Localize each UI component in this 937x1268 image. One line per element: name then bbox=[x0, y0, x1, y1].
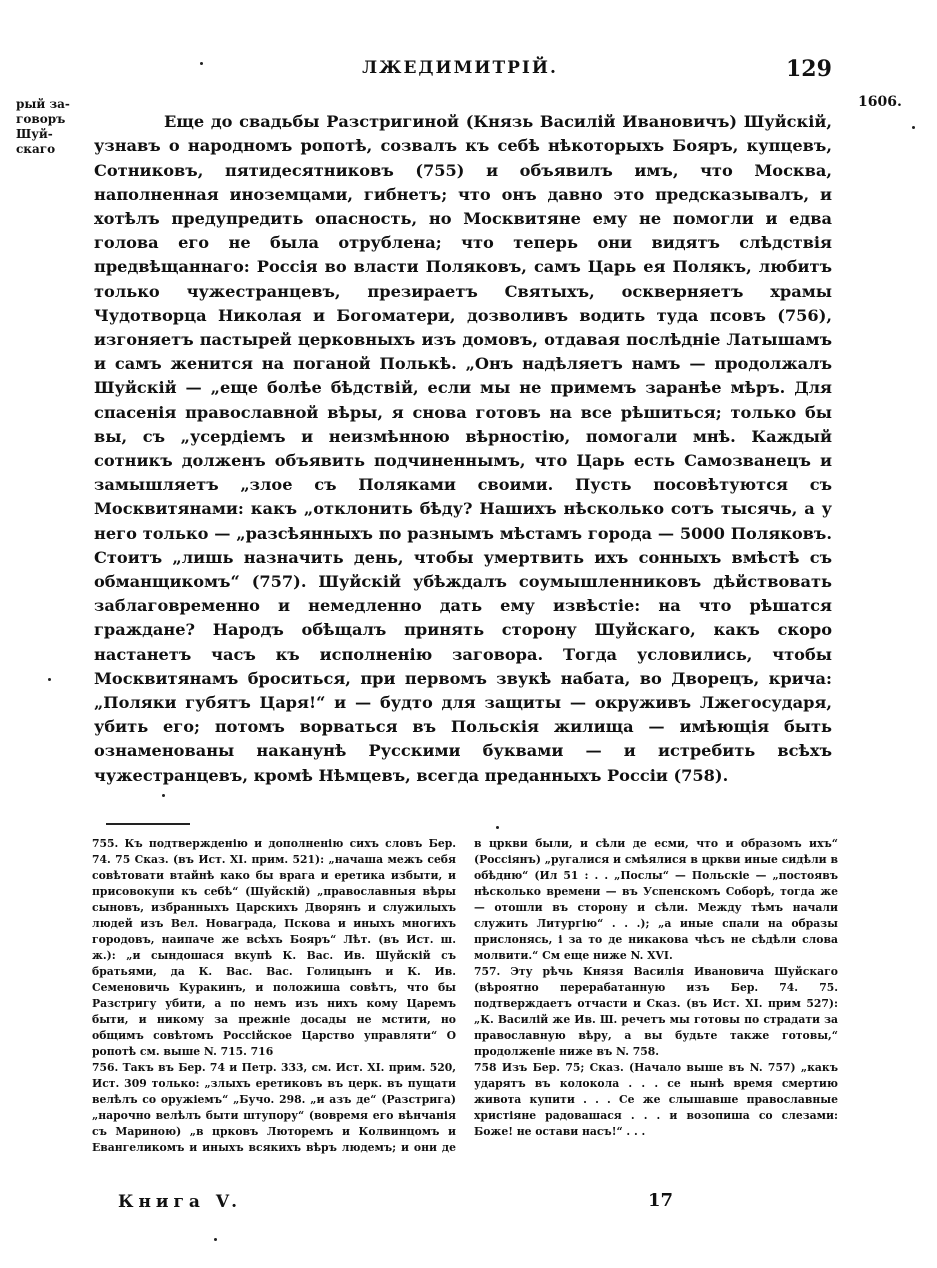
footnote-separator bbox=[106, 823, 190, 825]
running-head: ЛЖЕДИМИТРІЙ. bbox=[362, 58, 558, 78]
print-speck bbox=[214, 1238, 217, 1241]
signature-number: 17 bbox=[648, 1190, 674, 1211]
footnotes bbox=[92, 836, 838, 1186]
page-number: 129 bbox=[786, 56, 832, 82]
print-speck bbox=[162, 794, 165, 797]
print-speck bbox=[48, 678, 51, 681]
year-marginal-note: 1606. bbox=[858, 94, 902, 110]
footnote-755: 755. Къ подтвержденію и дополненію сихъ словъ Бер. 74. 75 Сказ. (въ Ист. XI. прим. 521): „начаша межъ себя совѣтовати втайнѣ како бы врага и еретика избыти, и присовокупи къ себѣ“ (Шуйскій) „православныя вѣры сыновъ, избранныхъ Царскихъ Дворянъ и служилыхъ людей изъ Вел. Новаграда, Пскова и иныхъ многихъ городовъ, наипаче же всѣхъ Бояръ“ Лѣт. (въ Ист. ш. ж.): „и сындошася вкупѣ К. Вас. Ив. Шуйскій съ братьями, да К. Вас. Вас. Голицынъ и К. Ив. Семеновичь Куракинъ, и положиша совѣтъ, что бы Разстригу убити, а по немъ изъ нихъ кому Царемъ быти, и никому за прежніе досады не мстити, но общимъ совѣтомъ Россійское Царство управляти“ О ропотѣ см. выше N. 715. 716 bbox=[92, 837, 456, 1058]
main-paragraph: Еще до свадьбы Разстригиной (Князь Василій Ивановичъ) Шуйскій, узнавъ о народномъ ропотѣ, созвалъ къ себѣ нѣкоторыхъ Бояръ, купцевъ, Сотниковъ, пятидесятниковъ (755) и объявилъ имъ, что Москва, наполненная иноземцами, гибнетъ; что онъ давно это предсказывалъ, и хотѣлъ предупредить опасность, но Москвитяне ему не помогли и едва голова его не была отрублена; что теперь они видятъ слѣдствія предвѣщаннаго: Россія во власти Поляковъ, самъ Царь ея Полякъ, любитъ только чужестранцевъ, презираетъ Святыхъ, оскверняетъ храмы Чудотворца Николая и Богоматери, дозволивъ водить туда псовъ (756), изгоняетъ пастырей церковныхъ изъ домовъ, отдавая послѣдніе Латышамъ и самъ женится на поганой Полькѣ. „Онъ надѣляетъ намъ — продолжалъ Шуйскій — „еще болѣе бѣдствій, если мы не примемъ заранѣе мѣръ. Для спасенія православной вѣры, я снова готовъ на все рѣшиться; только бы вы, съ „усердіемъ и неизмѣнною вѣрностію, помогали мнѣ. Каждый сотникъ долженъ объявить подчиненнымъ, что Царь есть Самозванецъ и замышляетъ „злое съ Поляками своими. Пусть посовѣтуются съ Москвитянами: какъ „отклонить бѣду? Нашихъ нѣсколько сотъ тысячь, а у него только — „разсѣянныхъ по разнымъ мѣстамъ города — 5000 Поляковъ. Стоитъ „лишь назначить день, чтобы умертвить ихъ сонныхъ вмѣстѣ съ обманщикомъ“ (757). Шуйскій убѣждалъ соумышленниковъ дѣйствовать заблаговременно и немедленно дать ему извѣстіе: на что рѣшатся граждане? Народъ обѣщалъ принять сторону Шуйскаго, какъ скоро настанетъ часъ къ исполненію заговора. Тогда условились, чтобы Москвитянамъ броситься, при первомъ звукѣ набата, во Дворецъ, крича: „Поляки губятъ Царя!“ и — будто для защиты — окруживъ Лжегосударя, убить его; потомъ ворваться въ Польскія жилища — имѣющія быть ознаменованы наканунѣ Русскими буквами — и истребить всѣхъ чужестранцевъ, кромѣ Нѣмцевъ, всегда преданныхъ Россіи (758). bbox=[94, 112, 832, 785]
print-speck bbox=[912, 126, 915, 129]
print-speck bbox=[496, 826, 499, 829]
signature-mark: Книга V. bbox=[118, 1192, 243, 1212]
footnote-758: 758 Изъ Бер. 75; Сказ. (Начало выше въ N. 757) „какъ ударятъ въ колокола . . . се нынѣ время смертию живота купити . . . Се же слышавше православные христіяне радовашася . . . и возопиша со слезами: Боже! не остави насъ!“ . . . bbox=[474, 1061, 838, 1138]
footnote-756: 756. Такъ въ Бер. 74 и Петр. 333, см. Ист. XI. прим. 520, Ист. 309 только: „злыхъ еретиковъ въ церк. въ пущати велѣлъ со оружіемъ“ „Бучо. 298. „и азъ де“ (Разстрига) „нарочно велѣлъ быти штупору“ (вовремя его вѣнчанія съ Мариною) „в црковъ Люторемъ и Колвинцомъ и Евангеликомъ и иныхъ всякихъ вѣръ людемъ; и они де в цркви были, и сѣли де есми, что и образомъ ихъ“ (Россіянъ) „ругалися и смѣялися в цркви иные сидѣли в обѣдню“ (Ил 51 : . . „Послы“ — Польскіе — „постоявъ нѣсколько времени — въ Успенскомъ Соборѣ, тогда же — отошли въ сторону и сѣли. Между тѣмъ начали служить Литургію“ . . .); „а иные спали на образы прислонясь, і за то де никакова чѣсъ не сѣдѣли слова молвити.“ См еще ниже N. XVI. bbox=[92, 837, 838, 1154]
marginal-note: рый за- говоръ Шуй- скаго bbox=[16, 97, 70, 156]
footnote-757: 757. Эту рѣчь Князя Василія Ивановича Шуйскаго (вѣроятно перерабатанную изъ Бер. 74. 75. подтверждаетъ отчасти и Сказ. (въ Ист. XI. прим 527): „К. Василій же Ив. Ш. речетъ мы готовы по страдати за православную вѣру, а вы будьте также готовы,“ продолженіе ниже въ N. 758. bbox=[474, 965, 838, 1058]
print-speck bbox=[200, 62, 203, 65]
